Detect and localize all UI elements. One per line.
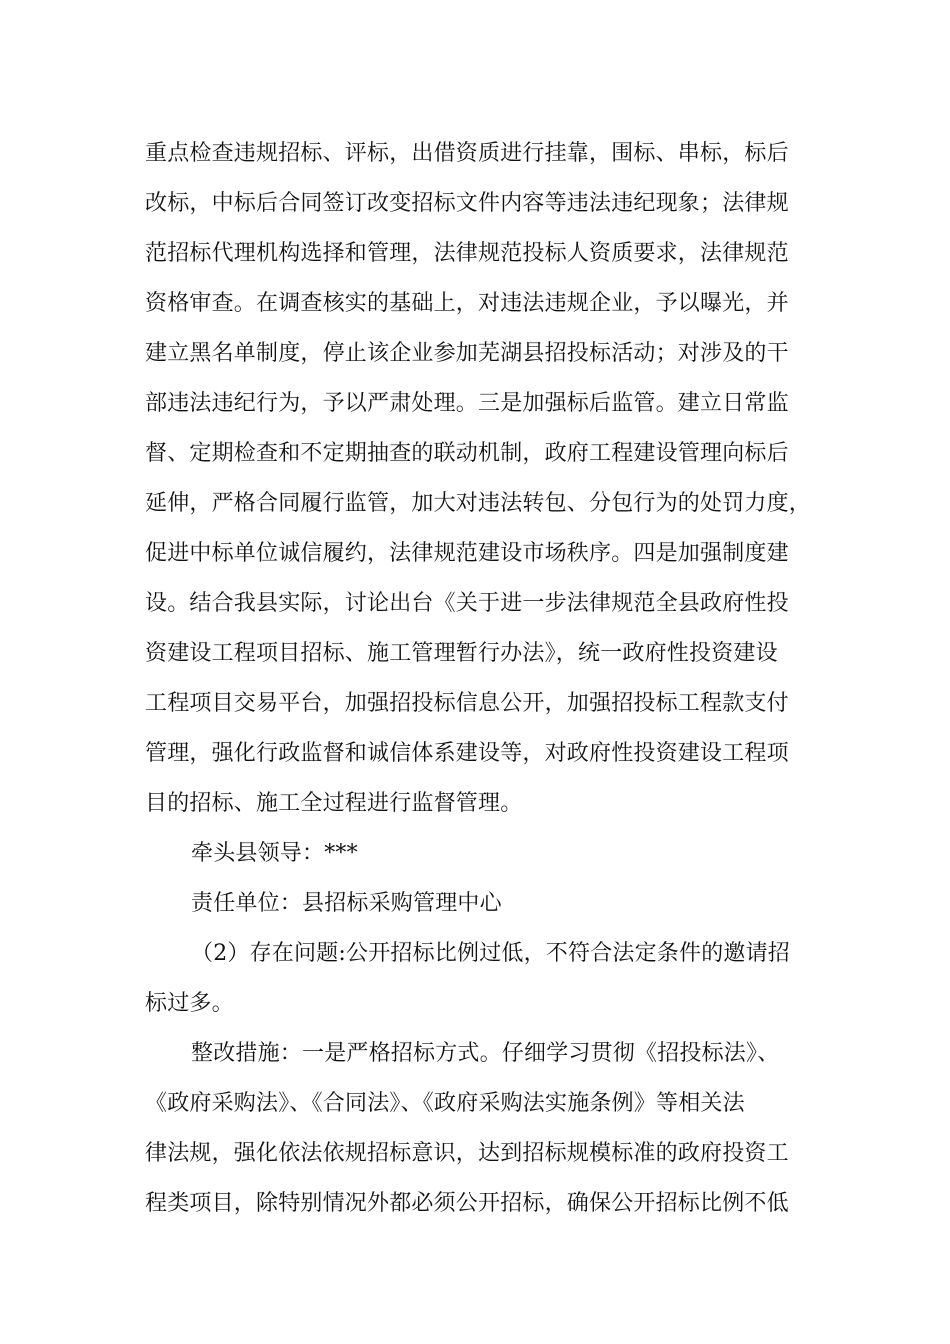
problem-line: （2）存在问题:公开招标比例过低，不符合法定条件的邀请招 bbox=[191, 941, 791, 966]
body-line: 重点检查违规招标、评标，出借资质进行挂靠，围标、串标，标后 bbox=[145, 141, 789, 166]
body-line: 设。结合我县实际，讨论出台《关于进一步法律规范全县政府性投 bbox=[145, 591, 789, 616]
body-line: 部违法违纪行为，予以严肃处理。三是加强标后监管。建立日常监 bbox=[145, 391, 789, 416]
measure-line: 律法规，强化依法依规招标意识，达到招标规模标准的政府投资工 bbox=[145, 1141, 789, 1166]
body-line: 资建设工程项目招标、施工管理暂行办法》，统一政府性投资建设 bbox=[145, 641, 778, 666]
lead-leader-line: 牵头县领导：*** bbox=[191, 841, 358, 866]
body-line: 目的招标、施工全过程进行监督管理。 bbox=[145, 791, 523, 816]
body-line: 管理，强化行政监督和诚信体系建设等，对政府性投资建设工程项 bbox=[145, 741, 789, 766]
responsible-unit-line: 责任单位：县招标采购管理中心 bbox=[191, 891, 502, 916]
body-line: 资格审查。在调查核实的基础上，对违法违规企业，予以曝光，并 bbox=[145, 291, 789, 316]
body-line: 工程项目交易平台，加强招投标信息公开，加强招投标工程款支付 bbox=[145, 691, 789, 716]
body-line: 范招标代理机构选择和管理，法律规范投标人资质要求，法律规范 bbox=[145, 241, 789, 266]
body-line: 延伸，严格合同履行监管，加大对违法转包、分包行为的处罚力度， bbox=[145, 491, 812, 516]
body-line: 改标，中标后合同签订改变招标文件内容等违法违纪现象；法律规 bbox=[145, 191, 789, 216]
problem-line: 标过多。 bbox=[145, 991, 234, 1016]
body-line: 建立黑名单制度，停止该企业参加芜湖县招投标活动；对涉及的干 bbox=[145, 341, 789, 366]
body-line: 促进中标单位诚信履约，法律规范建设市场秩序。四是加强制度建 bbox=[145, 541, 789, 566]
measure-line: 《政府采购法》、《合同法》、《政府采购法实施条例》等相关法 bbox=[145, 1091, 745, 1116]
measure-line: 整改措施：一是严格招标方式。仔细学习贯彻《招投标法》、 bbox=[191, 1041, 780, 1066]
measure-line: 程类项目，除特别情况外都必须公开招标，确保公开招标比例不低 bbox=[145, 1191, 789, 1216]
body-line: 督、定期检查和不定期抽查的联动机制，政府工程建设管理向标后 bbox=[145, 441, 789, 466]
